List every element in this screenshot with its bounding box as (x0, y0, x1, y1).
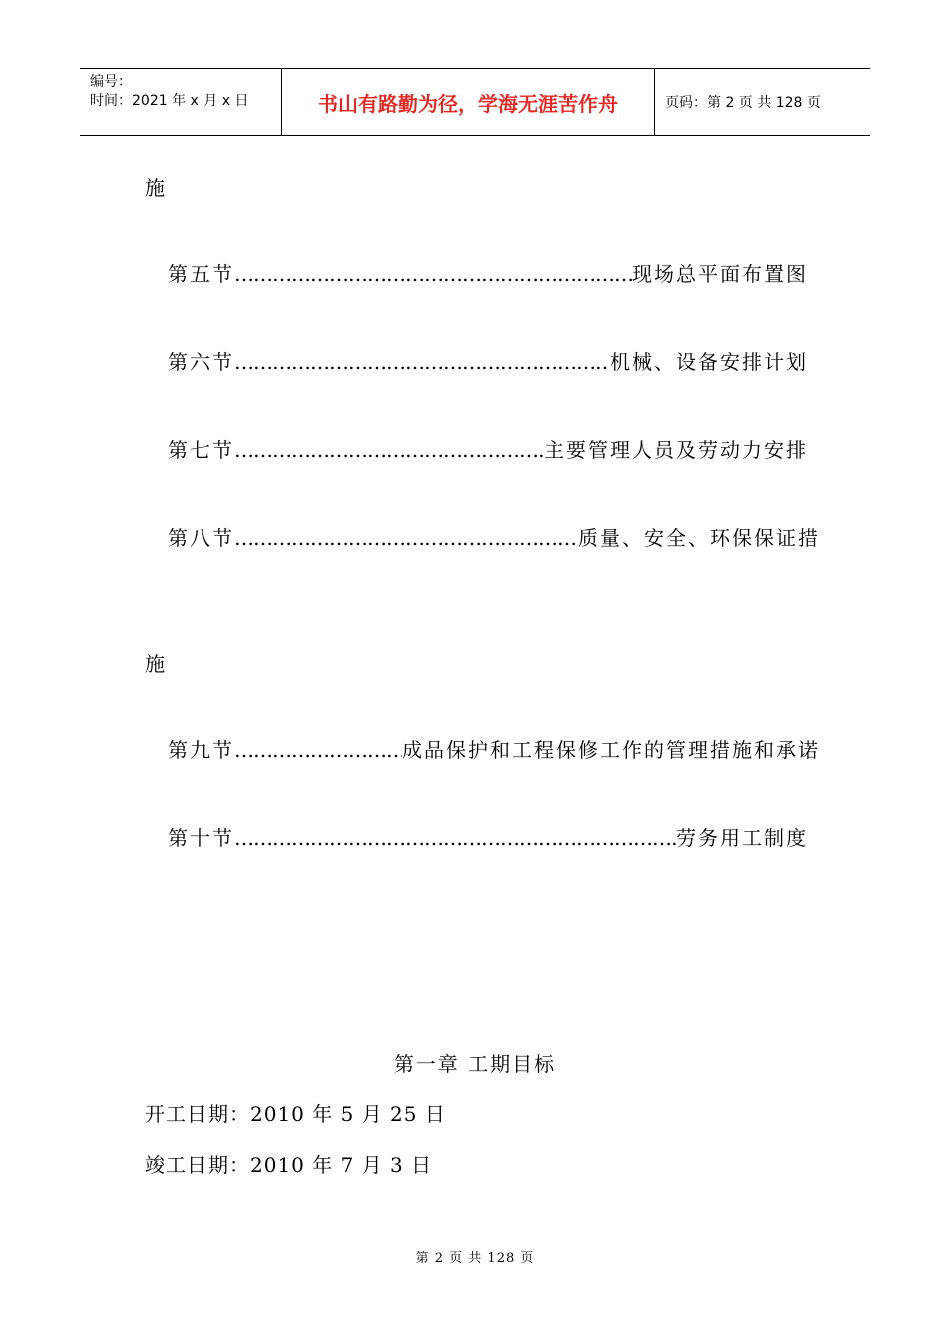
toc-leader (234, 826, 676, 850)
toc-entry (168, 522, 820, 551)
toc-section: 第十节 (168, 826, 234, 850)
document-number-label: 编号： (90, 74, 132, 90)
toc-section: 第六节 (168, 350, 234, 374)
toc-leader (234, 438, 544, 462)
page-footer: 第 2 页 共 128 页 (415, 1251, 535, 1266)
header-meta (80, 69, 282, 135)
chapter-title: 第一章 工期目标 (393, 1052, 557, 1076)
toc-title: 现场总平面布置图 (632, 262, 808, 286)
header-page-number: 页码：第 2 页 共 128 页 (665, 95, 821, 111)
toc-entry (168, 434, 808, 463)
end-date: 竣工日期：2010 年 7 月 3 日 (145, 1153, 433, 1177)
toc-section: 第九节 (168, 738, 234, 762)
toc-title: 质量、安全、环保保证措 (578, 526, 820, 550)
header-motto: 书山有路勤为径，学海无涯苦作舟 (282, 69, 655, 135)
toc-leader (234, 526, 578, 550)
toc-section: 第五节 (168, 262, 234, 286)
toc-title: 成品保护和工程保修工作的管理措施和承诺 (402, 738, 820, 762)
toc-title: 主要管理人员及劳动力安排 (544, 438, 808, 462)
continued-text-mid: 施 (145, 652, 166, 676)
toc-section: 第七节 (168, 438, 234, 462)
toc-leader (234, 262, 632, 286)
toc-entry (168, 822, 808, 851)
toc-entry (168, 734, 820, 763)
continued-text-top: 施 (145, 176, 166, 200)
toc-section: 第八节 (168, 526, 234, 550)
start-date: 开工日期：2010 年 5 月 25 日 (145, 1102, 446, 1126)
toc-title: 机械、设备安排计划 (610, 350, 808, 374)
toc-leader (234, 350, 610, 374)
document-time-label: 时间：2021 年 x 月 x 日 (90, 93, 249, 109)
toc-entry (168, 346, 808, 375)
toc-leader (234, 738, 402, 762)
document-header (80, 68, 870, 136)
toc-title: 劳务用工制度 (676, 826, 808, 850)
toc-entry (168, 258, 808, 287)
